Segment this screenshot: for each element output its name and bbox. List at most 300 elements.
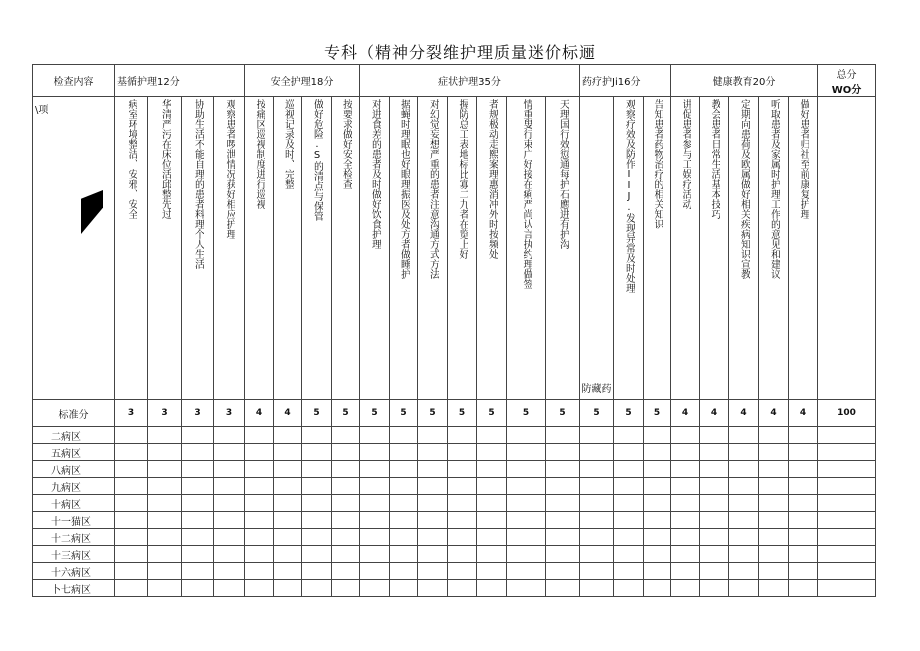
score-entry-cell[interactable] bbox=[302, 546, 332, 563]
score-entry-cell[interactable] bbox=[148, 563, 182, 580]
score-entry-cell[interactable] bbox=[546, 546, 580, 563]
score-entry-cell[interactable] bbox=[115, 461, 148, 478]
score-entry-cell[interactable] bbox=[729, 563, 759, 580]
score-entry-cell[interactable] bbox=[507, 529, 546, 546]
score-entry-cell[interactable] bbox=[390, 546, 418, 563]
score-entry-cell[interactable] bbox=[418, 563, 448, 580]
score-entry-cell[interactable] bbox=[448, 546, 477, 563]
item-text: 教会患者日常生活基本技巧 bbox=[709, 99, 720, 219]
score-entry-cell[interactable] bbox=[274, 580, 302, 597]
score-entry-cell[interactable] bbox=[274, 512, 302, 529]
score-entry-cell[interactable] bbox=[507, 563, 546, 580]
score-entry-cell[interactable] bbox=[148, 478, 182, 495]
score-entry-cell[interactable] bbox=[818, 546, 876, 563]
score-entry-cell[interactable] bbox=[332, 495, 360, 512]
ward-name: 十二病区 bbox=[33, 529, 115, 546]
item-text: 对幻觉妄想严重的患者注意沟通方式方法 bbox=[427, 99, 439, 279]
score-entry-cell[interactable] bbox=[580, 512, 614, 529]
score-entry-cell[interactable] bbox=[274, 444, 302, 461]
score-entry-cell[interactable] bbox=[274, 546, 302, 563]
score-entry-cell[interactable] bbox=[418, 478, 448, 495]
ward-row bbox=[33, 563, 876, 580]
score-entry-cell[interactable] bbox=[671, 444, 700, 461]
score-entry-cell[interactable] bbox=[700, 529, 729, 546]
score-entry-cell[interactable] bbox=[182, 529, 214, 546]
score-entry-cell[interactable] bbox=[115, 563, 148, 580]
item-text: 巡视记录及时、完整 bbox=[282, 99, 294, 189]
score-entry-cell[interactable] bbox=[214, 563, 245, 580]
score-entry-cell[interactable] bbox=[332, 563, 360, 580]
score-entry-cell[interactable] bbox=[477, 529, 507, 546]
score-cell: 5 bbox=[546, 400, 580, 427]
score-entry-cell[interactable] bbox=[700, 478, 729, 495]
score-entry-cell[interactable] bbox=[818, 563, 876, 580]
score-entry-cell[interactable] bbox=[115, 478, 148, 495]
score-entry-cell[interactable] bbox=[671, 461, 700, 478]
group-header: 安全护理18分 bbox=[245, 65, 360, 97]
score-entry-cell[interactable] bbox=[418, 444, 448, 461]
score-entry-cell[interactable] bbox=[245, 529, 274, 546]
item-description bbox=[448, 97, 477, 400]
score-entry-cell[interactable] bbox=[332, 546, 360, 563]
score-entry-cell[interactable] bbox=[644, 427, 671, 444]
score-entry-cell[interactable] bbox=[115, 529, 148, 546]
score-entry-cell[interactable] bbox=[274, 495, 302, 512]
score-entry-cell[interactable] bbox=[360, 512, 390, 529]
score-entry-cell[interactable] bbox=[332, 529, 360, 546]
item-description bbox=[148, 97, 182, 400]
item-description bbox=[214, 97, 245, 400]
score-entry-cell[interactable] bbox=[390, 563, 418, 580]
score-cell: 4 bbox=[245, 400, 274, 427]
score-entry-cell[interactable] bbox=[546, 580, 580, 597]
score-entry-cell[interactable] bbox=[390, 444, 418, 461]
score-entry-cell[interactable] bbox=[182, 444, 214, 461]
score-entry-cell[interactable] bbox=[418, 529, 448, 546]
score-entry-cell[interactable] bbox=[115, 580, 148, 597]
score-entry-cell[interactable] bbox=[477, 580, 507, 597]
score-entry-cell[interactable] bbox=[418, 580, 448, 597]
score-cell: 3 bbox=[148, 400, 182, 427]
score-entry-cell[interactable] bbox=[477, 444, 507, 461]
score-entry-cell[interactable] bbox=[700, 580, 729, 597]
score-entry-cell[interactable] bbox=[789, 546, 818, 563]
score-entry-cell[interactable] bbox=[818, 529, 876, 546]
score-entry-cell[interactable] bbox=[214, 495, 245, 512]
score-entry-cell[interactable] bbox=[789, 478, 818, 495]
score-entry-cell[interactable] bbox=[390, 580, 418, 597]
score-entry-cell[interactable] bbox=[546, 461, 580, 478]
score-entry-cell[interactable] bbox=[214, 512, 245, 529]
score-entry-cell[interactable] bbox=[332, 444, 360, 461]
score-entry-cell[interactable] bbox=[759, 529, 789, 546]
score-entry-cell[interactable] bbox=[302, 495, 332, 512]
total-blank bbox=[818, 97, 876, 400]
score-entry-cell[interactable] bbox=[507, 478, 546, 495]
score-entry-cell[interactable] bbox=[148, 444, 182, 461]
score-entry-cell[interactable] bbox=[477, 478, 507, 495]
score-entry-cell[interactable] bbox=[214, 444, 245, 461]
score-entry-cell[interactable] bbox=[360, 444, 390, 461]
score-entry-cell[interactable] bbox=[274, 563, 302, 580]
score-entry-cell[interactable] bbox=[580, 529, 614, 546]
score-entry-cell[interactable] bbox=[789, 563, 818, 580]
item-text: 告知患者药物治疗的相关知识 bbox=[652, 99, 663, 229]
score-entry-cell[interactable] bbox=[789, 512, 818, 529]
item-description bbox=[302, 97, 332, 400]
ward-row bbox=[33, 461, 876, 478]
score-entry-cell[interactable] bbox=[546, 563, 580, 580]
score-entry-cell[interactable] bbox=[729, 546, 759, 563]
score-entry-cell[interactable] bbox=[818, 495, 876, 512]
ward-row bbox=[33, 529, 876, 546]
score-entry-cell[interactable] bbox=[274, 427, 302, 444]
score-entry-cell[interactable] bbox=[418, 546, 448, 563]
score-entry-cell[interactable] bbox=[115, 546, 148, 563]
score-cell: 5 bbox=[332, 400, 360, 427]
score-entry-cell[interactable] bbox=[148, 495, 182, 512]
score-entry-cell[interactable] bbox=[148, 580, 182, 597]
ward-name: 十一猫区 bbox=[33, 512, 115, 529]
score-entry-cell[interactable] bbox=[818, 512, 876, 529]
score-entry-cell[interactable] bbox=[729, 512, 759, 529]
score-entry-cell[interactable] bbox=[448, 563, 477, 580]
score-entry-cell[interactable] bbox=[580, 580, 614, 597]
score-entry-cell[interactable] bbox=[818, 444, 876, 461]
score-entry-cell[interactable] bbox=[614, 495, 644, 512]
score-entry-cell[interactable] bbox=[614, 478, 644, 495]
score-entry-cell[interactable] bbox=[759, 563, 789, 580]
score-entry-cell[interactable] bbox=[214, 478, 245, 495]
item-text: 据蝇时理眠也好眼理振医及处方者做睡护 bbox=[398, 99, 410, 279]
item-text: 讲促患者参与工娱疗活动 bbox=[680, 99, 691, 209]
score-entry-cell[interactable] bbox=[148, 427, 182, 444]
score-cell: 5 bbox=[302, 400, 332, 427]
score-entry-cell[interactable] bbox=[115, 427, 148, 444]
score-entry-cell[interactable] bbox=[507, 461, 546, 478]
score-entry-cell[interactable] bbox=[644, 580, 671, 597]
score-entry-cell[interactable] bbox=[332, 512, 360, 529]
score-entry-cell[interactable] bbox=[644, 444, 671, 461]
score-entry-cell[interactable] bbox=[580, 495, 614, 512]
item-text: 做好危险.S的清点与保管 bbox=[311, 99, 323, 221]
score-entry-cell[interactable] bbox=[302, 427, 332, 444]
score-entry-cell[interactable] bbox=[789, 444, 818, 461]
score-entry-cell[interactable] bbox=[360, 478, 390, 495]
score-cell: 4 bbox=[671, 400, 700, 427]
score-entry-cell[interactable] bbox=[729, 495, 759, 512]
score-entry-cell[interactable] bbox=[332, 427, 360, 444]
score-cell: 4 bbox=[759, 400, 789, 427]
score-entry-cell[interactable] bbox=[614, 529, 644, 546]
score-entry-cell[interactable] bbox=[671, 427, 700, 444]
score-entry-cell[interactable] bbox=[580, 546, 614, 563]
score-entry-cell[interactable] bbox=[448, 461, 477, 478]
ward-row bbox=[33, 444, 876, 461]
score-entry-cell[interactable] bbox=[818, 580, 876, 597]
score-cell: 5 bbox=[418, 400, 448, 427]
score-entry-cell[interactable] bbox=[182, 546, 214, 563]
score-entry-cell[interactable] bbox=[614, 461, 644, 478]
score-entry-cell[interactable] bbox=[759, 461, 789, 478]
score-entry-cell[interactable] bbox=[477, 495, 507, 512]
score-entry-cell[interactable] bbox=[302, 580, 332, 597]
score-entry-cell[interactable] bbox=[115, 512, 148, 529]
item-text: 情重叟行束广好接在痢严尚认言执约理做签 bbox=[521, 99, 532, 289]
score-entry-cell[interactable] bbox=[182, 427, 214, 444]
score-entry-cell[interactable] bbox=[390, 495, 418, 512]
score-entry-cell[interactable] bbox=[671, 512, 700, 529]
score-entry-cell[interactable] bbox=[671, 478, 700, 495]
score-entry-cell[interactable] bbox=[182, 461, 214, 478]
score-entry-cell[interactable] bbox=[448, 495, 477, 512]
score-entry-cell[interactable] bbox=[759, 444, 789, 461]
score-entry-cell[interactable] bbox=[644, 512, 671, 529]
score-entry-cell[interactable] bbox=[546, 444, 580, 461]
score-entry-cell[interactable] bbox=[214, 529, 245, 546]
score-entry-cell[interactable] bbox=[477, 427, 507, 444]
item-text: 者规极动走熙案理惠消冲外时按频处 bbox=[486, 99, 498, 259]
item-text: 协助生活不能自理的患者料理个人生活 bbox=[192, 99, 204, 269]
score-entry-cell[interactable] bbox=[729, 461, 759, 478]
score-entry-cell[interactable] bbox=[182, 478, 214, 495]
score-entry-cell[interactable] bbox=[580, 563, 614, 580]
score-entry-cell[interactable] bbox=[182, 563, 214, 580]
score-entry-cell[interactable] bbox=[580, 444, 614, 461]
score-entry-cell[interactable] bbox=[390, 478, 418, 495]
score-entry-cell[interactable] bbox=[148, 546, 182, 563]
ward-name: 八病区 bbox=[33, 461, 115, 478]
score-entry-cell[interactable] bbox=[332, 580, 360, 597]
score-entry-cell[interactable] bbox=[360, 580, 390, 597]
score-entry-cell[interactable] bbox=[671, 546, 700, 563]
score-entry-cell[interactable] bbox=[477, 461, 507, 478]
score-entry-cell[interactable] bbox=[390, 529, 418, 546]
score-entry-cell[interactable] bbox=[448, 478, 477, 495]
score-entry-cell[interactable] bbox=[818, 427, 876, 444]
score-entry-cell[interactable] bbox=[245, 444, 274, 461]
score-entry-cell[interactable] bbox=[546, 478, 580, 495]
score-cell: 4 bbox=[789, 400, 818, 427]
score-entry-cell[interactable] bbox=[477, 546, 507, 563]
score-entry-cell[interactable] bbox=[759, 580, 789, 597]
score-entry-cell[interactable] bbox=[245, 563, 274, 580]
score-entry-cell[interactable] bbox=[546, 529, 580, 546]
ward-row bbox=[33, 495, 876, 512]
item-description bbox=[614, 97, 644, 400]
score-entry-cell[interactable] bbox=[614, 427, 644, 444]
score-entry-cell[interactable] bbox=[759, 546, 789, 563]
score-entry-cell[interactable] bbox=[448, 427, 477, 444]
score-entry-cell[interactable] bbox=[546, 512, 580, 529]
score-cell: 5 bbox=[477, 400, 507, 427]
score-entry-cell[interactable] bbox=[789, 461, 818, 478]
score-entry-cell[interactable] bbox=[507, 580, 546, 597]
ward-name: 十病区 bbox=[33, 495, 115, 512]
score-entry-cell[interactable] bbox=[580, 427, 614, 444]
item-text: 观察患者啰泄情况获好相应护理 bbox=[224, 99, 235, 239]
score-entry-cell[interactable] bbox=[448, 444, 477, 461]
score-entry-cell[interactable] bbox=[332, 478, 360, 495]
ward-row bbox=[33, 580, 876, 597]
score-entry-cell[interactable] bbox=[448, 580, 477, 597]
score-entry-cell[interactable] bbox=[700, 461, 729, 478]
score-entry-cell[interactable] bbox=[418, 461, 448, 478]
score-entry-cell[interactable] bbox=[644, 478, 671, 495]
score-entry-cell[interactable] bbox=[546, 495, 580, 512]
score-entry-cell[interactable] bbox=[729, 478, 759, 495]
score-entry-cell[interactable] bbox=[759, 478, 789, 495]
score-entry-cell[interactable] bbox=[789, 529, 818, 546]
score-entry-cell[interactable] bbox=[507, 444, 546, 461]
score-entry-cell[interactable] bbox=[818, 461, 876, 478]
score-entry-cell[interactable] bbox=[818, 478, 876, 495]
score-entry-cell[interactable] bbox=[759, 427, 789, 444]
score-entry-cell[interactable] bbox=[182, 512, 214, 529]
score-entry-cell[interactable] bbox=[360, 461, 390, 478]
score-entry-cell[interactable] bbox=[245, 478, 274, 495]
score-entry-cell[interactable] bbox=[448, 529, 477, 546]
score-entry-cell[interactable] bbox=[789, 580, 818, 597]
score-entry-cell[interactable] bbox=[614, 444, 644, 461]
score-entry-cell[interactable] bbox=[214, 546, 245, 563]
score-entry-cell[interactable] bbox=[214, 580, 245, 597]
score-entry-cell[interactable] bbox=[245, 461, 274, 478]
score-entry-cell[interactable] bbox=[700, 563, 729, 580]
score-entry-cell[interactable] bbox=[148, 529, 182, 546]
score-entry-cell[interactable] bbox=[580, 461, 614, 478]
score-entry-cell[interactable] bbox=[390, 461, 418, 478]
score-entry-cell[interactable] bbox=[274, 461, 302, 478]
score-entry-cell[interactable] bbox=[418, 512, 448, 529]
score-entry-cell[interactable] bbox=[360, 495, 390, 512]
score-cell: 5 bbox=[360, 400, 390, 427]
item-description bbox=[644, 97, 671, 400]
score-entry-cell[interactable] bbox=[148, 512, 182, 529]
item-text: 定期向患荷及欧属做好相关疾病知识宣教 bbox=[738, 99, 750, 279]
score-entry-cell[interactable] bbox=[302, 563, 332, 580]
ward-name: 十三病区 bbox=[33, 546, 115, 563]
score-entry-cell[interactable] bbox=[644, 495, 671, 512]
score-entry-cell[interactable] bbox=[729, 427, 759, 444]
score-entry-cell[interactable] bbox=[148, 461, 182, 478]
score-cell: 3 bbox=[115, 400, 148, 427]
score-entry-cell[interactable] bbox=[507, 495, 546, 512]
score-entry-cell[interactable] bbox=[214, 461, 245, 478]
score-entry-cell[interactable] bbox=[448, 512, 477, 529]
score-entry-cell[interactable] bbox=[671, 563, 700, 580]
score-entry-cell[interactable] bbox=[759, 512, 789, 529]
score-entry-cell[interactable] bbox=[644, 461, 671, 478]
score-entry-cell[interactable] bbox=[360, 546, 390, 563]
score-entry-cell[interactable] bbox=[418, 427, 448, 444]
score-entry-cell[interactable] bbox=[115, 495, 148, 512]
score-entry-cell[interactable] bbox=[729, 580, 759, 597]
score-cell: 5 bbox=[448, 400, 477, 427]
item-text: 握防总工表地标比寡二九者在览上好 bbox=[457, 99, 468, 259]
score-entry-cell[interactable] bbox=[302, 512, 332, 529]
item-description bbox=[546, 97, 580, 400]
score-entry-cell[interactable] bbox=[332, 461, 360, 478]
score-entry-cell[interactable] bbox=[644, 546, 671, 563]
score-entry-cell[interactable] bbox=[729, 444, 759, 461]
score-entry-cell[interactable] bbox=[360, 427, 390, 444]
score-entry-cell[interactable] bbox=[245, 512, 274, 529]
item-text: 病室环境整洁、安邪、安全 bbox=[126, 99, 137, 219]
score-entry-cell[interactable] bbox=[671, 495, 700, 512]
item-description bbox=[729, 97, 759, 400]
score-entry-cell[interactable] bbox=[507, 546, 546, 563]
score-entry-cell[interactable] bbox=[700, 495, 729, 512]
score-entry-cell[interactable] bbox=[274, 478, 302, 495]
score-entry-cell[interactable] bbox=[390, 512, 418, 529]
item-description bbox=[477, 97, 507, 400]
score-cell: 5 bbox=[507, 400, 546, 427]
score-entry-cell[interactable] bbox=[789, 495, 818, 512]
score-entry-cell[interactable] bbox=[302, 444, 332, 461]
score-entry-cell[interactable] bbox=[671, 580, 700, 597]
score-entry-cell[interactable] bbox=[700, 427, 729, 444]
score-entry-cell[interactable] bbox=[477, 512, 507, 529]
score-entry-cell[interactable] bbox=[700, 546, 729, 563]
item-description bbox=[332, 97, 360, 400]
score-entry-cell[interactable] bbox=[390, 427, 418, 444]
score-entry-cell[interactable] bbox=[546, 427, 580, 444]
score-entry-cell[interactable] bbox=[302, 478, 332, 495]
total-label: 总分 bbox=[836, 69, 857, 81]
score-entry-cell[interactable] bbox=[580, 478, 614, 495]
score-entry-cell[interactable] bbox=[614, 563, 644, 580]
item-description bbox=[759, 97, 789, 400]
item-description bbox=[671, 97, 700, 400]
score-entry-cell[interactable] bbox=[614, 512, 644, 529]
score-entry-cell[interactable] bbox=[644, 529, 671, 546]
score-entry-cell[interactable] bbox=[700, 444, 729, 461]
score-entry-cell[interactable] bbox=[700, 512, 729, 529]
score-entry-cell[interactable] bbox=[729, 529, 759, 546]
score-entry-cell[interactable] bbox=[789, 427, 818, 444]
group-header: 健康教育20分 bbox=[671, 65, 818, 97]
score-entry-cell[interactable] bbox=[274, 529, 302, 546]
score-entry-cell[interactable] bbox=[245, 546, 274, 563]
score-entry-cell[interactable] bbox=[302, 461, 332, 478]
score-entry-cell[interactable] bbox=[115, 444, 148, 461]
score-entry-cell[interactable] bbox=[418, 495, 448, 512]
score-entry-cell[interactable] bbox=[614, 546, 644, 563]
score-entry-cell[interactable] bbox=[302, 529, 332, 546]
total-header bbox=[818, 65, 876, 97]
score-entry-cell[interactable] bbox=[477, 563, 507, 580]
score-entry-cell[interactable] bbox=[245, 427, 274, 444]
score-entry-cell[interactable] bbox=[182, 580, 214, 597]
score-entry-cell[interactable] bbox=[644, 563, 671, 580]
score-entry-cell[interactable] bbox=[214, 427, 245, 444]
score-entry-cell[interactable] bbox=[245, 495, 274, 512]
score-entry-cell[interactable] bbox=[759, 495, 789, 512]
score-entry-cell[interactable] bbox=[360, 529, 390, 546]
score-entry-cell[interactable] bbox=[507, 512, 546, 529]
ward-row bbox=[33, 512, 876, 529]
score-entry-cell[interactable] bbox=[671, 529, 700, 546]
score-entry-cell[interactable] bbox=[507, 427, 546, 444]
score-entry-cell[interactable] bbox=[245, 580, 274, 597]
score-entry-cell[interactable] bbox=[182, 495, 214, 512]
score-entry-cell[interactable] bbox=[360, 563, 390, 580]
item-description bbox=[507, 97, 546, 400]
score-entry-cell[interactable] bbox=[614, 580, 644, 597]
item-text: 天理国行效愆通每护石應进有护沟 bbox=[557, 99, 569, 249]
item-description bbox=[182, 97, 214, 400]
